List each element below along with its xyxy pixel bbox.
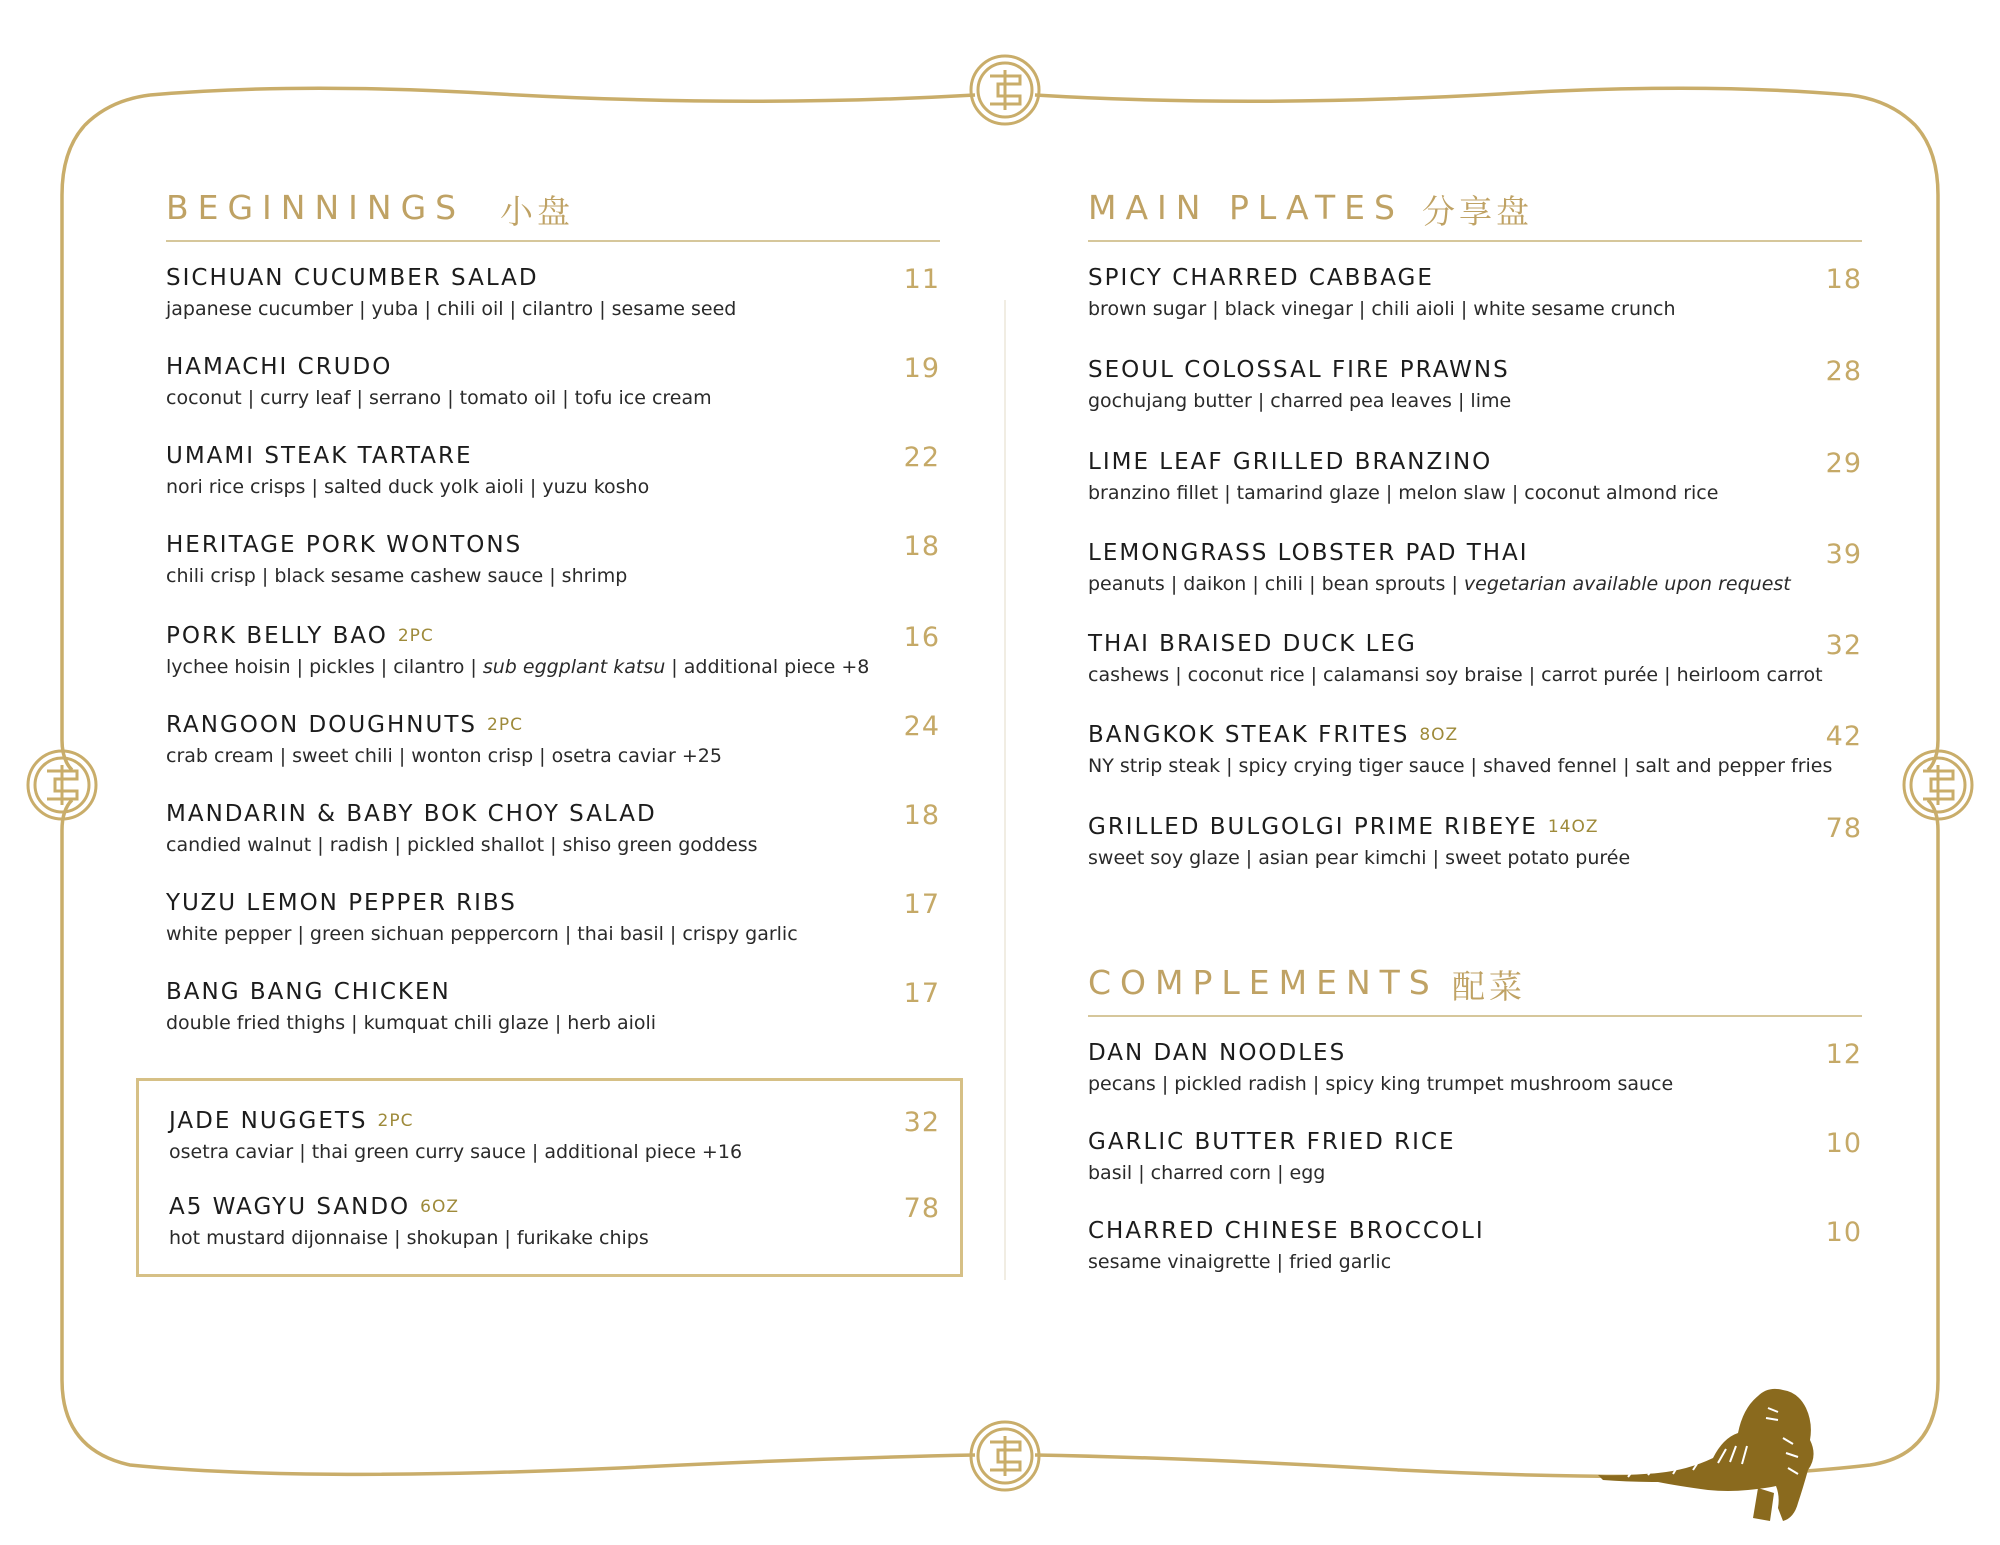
item-name-line	[166, 622, 940, 650]
item-description: gochujang butter | charred pea leaves | lime	[1088, 390, 1512, 412]
item-description: crab cream | sweet chili | wonton crisp | osetra caviar +25	[166, 745, 722, 767]
item-price: 17	[903, 889, 940, 920]
item-name: BANG BANG CHICKEN	[166, 979, 451, 1005]
main-plates-list	[1088, 264, 1862, 905]
item-name: CHARRED CHINESE BROCCOLI	[1088, 1218, 1485, 1244]
menu-item	[166, 889, 940, 978]
complements-list	[1088, 1039, 1862, 1306]
item-price: 32	[1825, 630, 1862, 661]
item-description: sesame vinaigrette | fried garlic	[1088, 1251, 1392, 1273]
item-price: 22	[903, 442, 940, 473]
item-name: GARLIC BUTTER FRIED RICE	[1088, 1129, 1456, 1155]
item-name: SPICY CHARRED CABBAGE	[1088, 265, 1434, 291]
menu-item	[169, 1107, 943, 1193]
item-portion-tag: 8OZ	[1419, 725, 1459, 745]
item-name-line	[169, 1107, 943, 1135]
item-description: double fried thighs | kumquat chili glaze | herb aioli	[166, 1012, 657, 1034]
item-name-line	[166, 978, 940, 1006]
item-description-part: peanuts | daikon | chili | bean sprouts |	[1088, 573, 1464, 595]
item-description-part: | additional piece +8	[665, 656, 870, 678]
beginnings-section	[166, 188, 940, 1067]
item-name: A5 WAGYU SANDO	[169, 1194, 411, 1220]
bottom-medallion-icon	[971, 1422, 1039, 1490]
menu-item	[166, 353, 940, 442]
item-price: 78	[903, 1193, 940, 1224]
item-name: RANGOON DOUGHNUTS	[166, 712, 477, 738]
item-price: 24	[903, 711, 940, 742]
beginnings-list	[166, 264, 940, 1067]
item-name-line	[1088, 539, 1862, 567]
item-description: coconut | curry leaf | serrano | tomato oil | tofu ice cream	[166, 387, 712, 409]
section-title: COMPLEMENTS	[1088, 963, 1439, 1002]
item-price: 12	[1825, 1039, 1862, 1070]
section-title-chinese: 配菜	[1452, 967, 1526, 1006]
menu-item	[169, 1193, 943, 1279]
item-price: 28	[1825, 356, 1862, 387]
item-name-line	[169, 1193, 943, 1221]
section-title-chinese: 小盘	[500, 192, 574, 231]
item-name-line	[1088, 1217, 1862, 1245]
menu-item	[1088, 448, 1862, 539]
item-price: 11	[903, 264, 940, 295]
menu-item	[1088, 264, 1862, 356]
item-description-part: lychee hoisin | pickles | cilantro |	[166, 656, 483, 678]
item-description: chili crisp | black sesame cashew sauce | shrimp	[166, 565, 628, 587]
menu-item	[1088, 1128, 1862, 1217]
item-description: osetra caviar | thai green curry sauce | additional piece +16	[169, 1141, 743, 1163]
item-name-line	[166, 889, 940, 917]
item-price: 17	[903, 978, 940, 1009]
right-medallion-icon	[1904, 751, 1972, 819]
item-description: pecans | pickled radish | spicy king trumpet mushroom sauce	[1088, 1073, 1674, 1095]
item-description: brown sugar | black vinegar | chili aioli | white sesame crunch	[1088, 298, 1676, 320]
item-name: SEOUL COLOSSAL FIRE PRAWNS	[1088, 357, 1510, 383]
menu-item	[166, 711, 940, 800]
item-name: BANGKOK STEAK FRITES	[1088, 722, 1410, 748]
item-description: white pepper | green sichuan peppercorn | thai basil | crispy garlic	[166, 923, 798, 945]
item-price: 29	[1825, 448, 1862, 479]
beginnings-header	[166, 188, 940, 242]
featured-list	[169, 1107, 943, 1279]
menu-item	[1088, 356, 1862, 448]
item-name-line	[1088, 813, 1862, 841]
item-description-note: vegetarian available upon request	[1463, 573, 1791, 595]
item-portion-tag: 2PC	[487, 715, 523, 735]
item-name-line	[1088, 356, 1862, 384]
item-name-line	[1088, 448, 1862, 476]
menu-item	[1088, 1217, 1862, 1306]
item-name: JADE NUGGETS	[169, 1108, 368, 1134]
item-description: nori rice crisps | salted duck yolk aioli | yuzu kosho	[166, 476, 650, 498]
item-portion-tag: 14OZ	[1547, 817, 1599, 837]
tiger-illustration-icon	[1598, 1378, 1858, 1528]
item-description: candied walnut | radish | pickled shallot | shiso green goddess	[166, 834, 758, 856]
featured-box	[136, 1078, 963, 1277]
menu-item	[1088, 813, 1862, 905]
item-portion-tag: 6OZ	[420, 1197, 459, 1217]
item-description-note: sub eggplant katsu	[482, 656, 666, 678]
item-name-line	[166, 264, 940, 292]
section-title: MAIN PLATES	[1088, 188, 1404, 227]
item-name-line	[1088, 1039, 1862, 1067]
item-name-line	[166, 353, 940, 381]
item-price: 18	[903, 531, 940, 562]
menu-item	[166, 442, 940, 531]
item-name: MANDARIN & BABY BOK CHOY SALAD	[166, 801, 657, 827]
item-name-line	[166, 442, 940, 470]
item-name: THAI BRAISED DUCK LEG	[1088, 631, 1417, 657]
item-name: PORK BELLY BAO	[166, 623, 388, 649]
item-name: LIME LEAF GRILLED BRANZINO	[1088, 449, 1493, 475]
item-price: 42	[1825, 721, 1862, 752]
item-price: 32	[903, 1107, 940, 1138]
menu-item	[1088, 1039, 1862, 1128]
item-price: 10	[1825, 1217, 1862, 1248]
item-description	[1088, 572, 1862, 596]
item-name-line	[166, 800, 940, 828]
item-description: NY strip steak | spicy crying tiger sauce | shaved fennel | salt and pepper fries	[1088, 755, 1833, 777]
menu-item	[166, 622, 940, 711]
item-price: 16	[903, 622, 940, 653]
menu-item	[166, 531, 940, 622]
item-description	[166, 655, 940, 679]
menu-item	[166, 800, 940, 889]
item-description: hot mustard dijonnaise | shokupan | furikake chips	[169, 1227, 649, 1249]
item-name: HAMACHI CRUDO	[166, 354, 393, 380]
item-name-line	[166, 711, 940, 739]
item-name: DAN DAN NOODLES	[1088, 1040, 1347, 1066]
menu-item	[166, 264, 940, 353]
item-name: UMAMI STEAK TARTARE	[166, 443, 473, 469]
menu-item	[1088, 630, 1862, 721]
main-plates-header	[1088, 188, 1862, 242]
item-portion-tag: 2PC	[397, 626, 434, 646]
item-price: 10	[1825, 1128, 1862, 1159]
item-name-line	[1088, 630, 1862, 658]
item-name: GRILLED BULGOLGI PRIME RIBEYE	[1088, 814, 1538, 840]
item-portion-tag: 2PC	[377, 1111, 414, 1131]
left-medallion-icon	[28, 751, 96, 819]
item-name: YUZU LEMON PEPPER RIBS	[166, 890, 517, 916]
item-name-line	[1088, 1128, 1862, 1156]
item-description: basil | charred corn | egg	[1088, 1162, 1326, 1184]
item-price: 18	[903, 800, 940, 831]
complements-section	[1088, 963, 1862, 1306]
item-description: japanese cucumber | yuba | chili oil | cilantro | sesame seed	[166, 298, 737, 320]
menu-item	[1088, 721, 1862, 813]
item-name-line	[1088, 721, 1862, 749]
menu-item	[166, 978, 940, 1067]
menu-item	[1088, 539, 1862, 630]
item-price: 39	[1825, 539, 1862, 570]
item-description: cashews | coconut rice | calamansi soy braise | carrot purée | heirloom carrot	[1088, 664, 1823, 686]
item-name: LEMONGRASS LOBSTER PAD THAI	[1088, 540, 1529, 566]
item-description: branzino fillet | tamarind glaze | melon slaw | coconut almond rice	[1088, 482, 1719, 504]
item-price: 78	[1825, 813, 1862, 844]
section-title-chinese: 分享盘	[1422, 192, 1533, 231]
item-name: SICHUAN CUCUMBER SALAD	[166, 265, 539, 291]
item-name-line	[1088, 264, 1862, 292]
section-title: BEGINNINGS	[166, 188, 466, 227]
item-price: 19	[903, 353, 940, 384]
complements-header	[1088, 963, 1862, 1017]
item-description: sweet soy glaze | asian pear kimchi | sweet potato purée	[1088, 847, 1631, 869]
main-plates-section	[1088, 188, 1862, 905]
item-price: 18	[1825, 264, 1862, 295]
top-medallion-icon	[971, 56, 1039, 124]
item-name: HERITAGE PORK WONTONS	[166, 532, 523, 558]
item-name-line	[166, 531, 940, 559]
